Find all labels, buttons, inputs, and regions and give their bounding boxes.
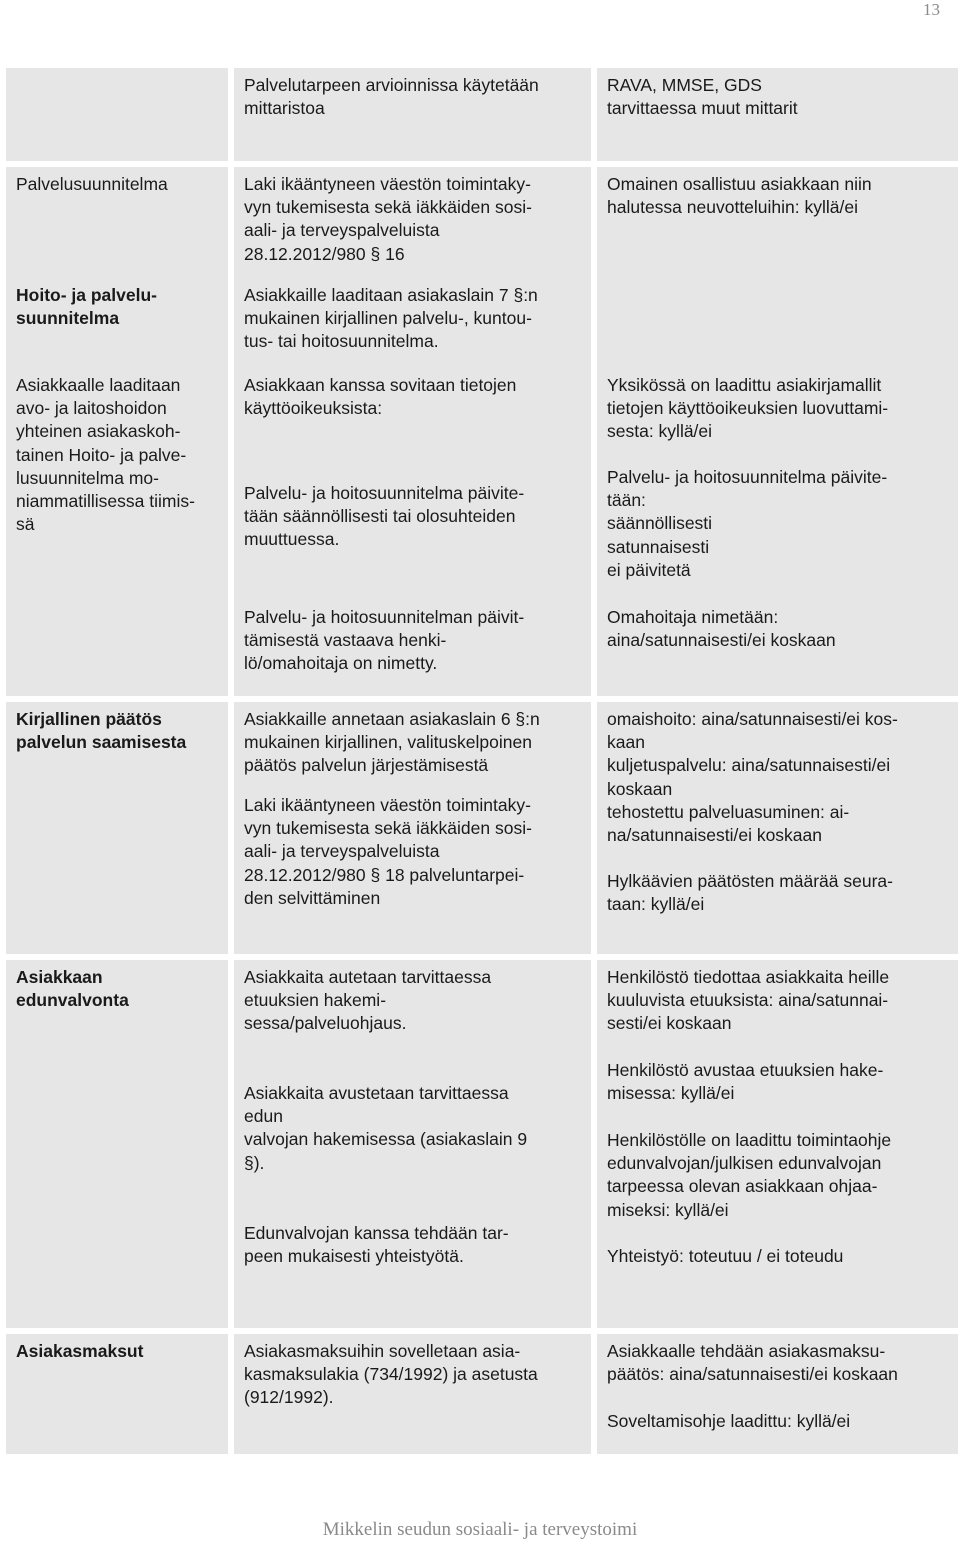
page-footer: Mikkelin seudun sosiaali- ja terveystoimi <box>322 1519 638 1540</box>
text-block: Hylkäävien päätösten määrää seura- taan: kyllä/ei <box>607 871 893 915</box>
text-block: Asiakkaita avustetaan tarvittaessa edun valvojan hakemisessa (asiakaslain 9 §). <box>244 1083 528 1173</box>
row-5-col-3-cell <box>597 1334 958 1454</box>
text-block: Palvelu- ja hoitosuunnitelman päivit- tämisestä vastaava henki- lö/omahoitaja on nimetty. <box>244 607 525 674</box>
text-block: Henkilöstölle on laadittu toimintaohje edunvalvojan/julkisen edunvalvojan tarpeessa olevan asiakkaan ohjaa- miseksi: kyllä/ei <box>607 1130 892 1220</box>
text-block: Asiakkaan edunvalvonta <box>16 967 129 1011</box>
text-block: Soveltamisohje laadittu: kyllä/ei <box>607 1411 851 1431</box>
text-block: Asiakkaille laaditaan asiakaslain 7 §:n mukainen kirjallinen palvelu-, kuntou- tus- tai hoitosuunnitelma. <box>244 285 538 352</box>
row-1-col-3-cell <box>597 68 958 161</box>
text-block: Kirjallinen päätös palvelun saamisesta <box>16 709 187 753</box>
text-block: Asiakkaan kanssa sovitaan tietojen käyttöoikeuksista: <box>244 375 517 419</box>
text-block: Asiakkaille annetaan asiakaslain 6 §:n mukainen kirjallinen, valituskelpoinen päätös palvelun järjestämisestä <box>244 709 540 776</box>
text-block: Asiakkaalle laaditaan avo- ja laitoshoidon yhteinen asiakaskoh- tainen Hoito- ja palve- lusuunnitelma mo- niammatillisessa tiimis- sä <box>16 375 195 535</box>
text-block: Palvelusuunnitelma <box>16 174 168 194</box>
row-3-col-2-cell <box>234 702 591 954</box>
row-1-col-2-cell <box>234 68 591 161</box>
text-block: omaishoito: aina/satunnaisesti/ei kos- kaan kuljetuspalvelu: aina/satunnaisesti/ei koskaan tehostettu palveluasuminen: ai- na/satunnaisesti/ei koskaan <box>607 709 898 846</box>
text-block: Omainen osallistuu asiakkaan niin halutessa neuvotteluihin: kyllä/ei <box>607 174 872 218</box>
text-block: Laki ikääntyneen väestön toimintaky- vyn tukemisesta sekä iäkkäiden sosi- aali- ja terveyspalveluista 28.12.2012/980 § 18 palveluntarpei- den selvittäminen <box>244 795 532 908</box>
text-block: Yhteistyö: toteutuu / ei toteudu <box>607 1246 844 1266</box>
row-4-col-3-cell <box>597 960 958 1328</box>
text-block: Palvelu- ja hoitosuunnitelma päivite- tään: säännöllisesti satunnaisesti ei päivitetä <box>607 467 888 580</box>
text-block: Edunvalvojan kanssa tehdään tar- peen mukaisesti yhteistyötä. <box>244 1223 509 1267</box>
text-block: Asiakasmaksut <box>16 1341 144 1361</box>
text-block: Asiakkaita autetaan tarvittaessa etuuksien hakemi- sessa/palveluohjaus. <box>244 967 492 1034</box>
text-block: Asiakkaalle tehdään asiakasmaksu- päätös: aina/satunnaisesti/ei koskaan <box>607 1341 898 1385</box>
row-3-col-1-cell <box>6 702 228 954</box>
text-block: Laki ikääntyneen väestön toimintaky- vyn tukemisesta sekä iäkkäiden sosi- aali- ja terveyspalveluista 28.12.2012/980 § 16 <box>244 174 532 264</box>
row-4-col-2-cell <box>234 960 591 1328</box>
text-block: RAVA, MMSE, GDS tarvittaessa muut mittarit <box>607 75 798 119</box>
text-block: Hoito- ja palvelu- suunnitelma <box>16 285 157 329</box>
row-2-col-1-cell <box>6 167 228 696</box>
row-3-col-3-cell <box>597 702 958 954</box>
row-2-col-2-cell <box>234 167 591 696</box>
row-2-col-3-cell <box>597 167 958 696</box>
row-5-col-1-cell <box>6 1334 228 1454</box>
text-block: Henkilöstö tiedottaa asiakkaita heille kuuluvista etuuksista: aina/satunnai- sesti/ei koskaan <box>607 967 890 1034</box>
page-number: 13 <box>923 0 940 19</box>
row-5-col-2-cell <box>234 1334 591 1454</box>
text-block: Omahoitaja nimetään: aina/satunnaisesti/ei koskaan <box>607 607 836 651</box>
text-block: Henkilöstö avustaa etuuksien hake- misessa: kyllä/ei <box>607 1060 884 1104</box>
row-1-col-1-cell <box>6 68 228 161</box>
text-block: Palvelutarpeen arvioinnissa käytetään mittaristoa <box>244 75 539 119</box>
text-block: Palvelu- ja hoitosuunnitelma päivite- tään säännöllisesti tai olosuhteiden muuttuessa. <box>244 483 525 550</box>
row-4-col-1-cell <box>6 960 228 1328</box>
text-block: Yksikössä on laadittu asiakirjamallit tietojen käyttöoikeuksien luovuttami- sesta: kyllä/ei <box>607 375 889 442</box>
text-block: Asiakasmaksuihin sovelletaan asia- kasmaksulakia (734/1992) ja asetusta (912/1992). <box>244 1341 538 1408</box>
